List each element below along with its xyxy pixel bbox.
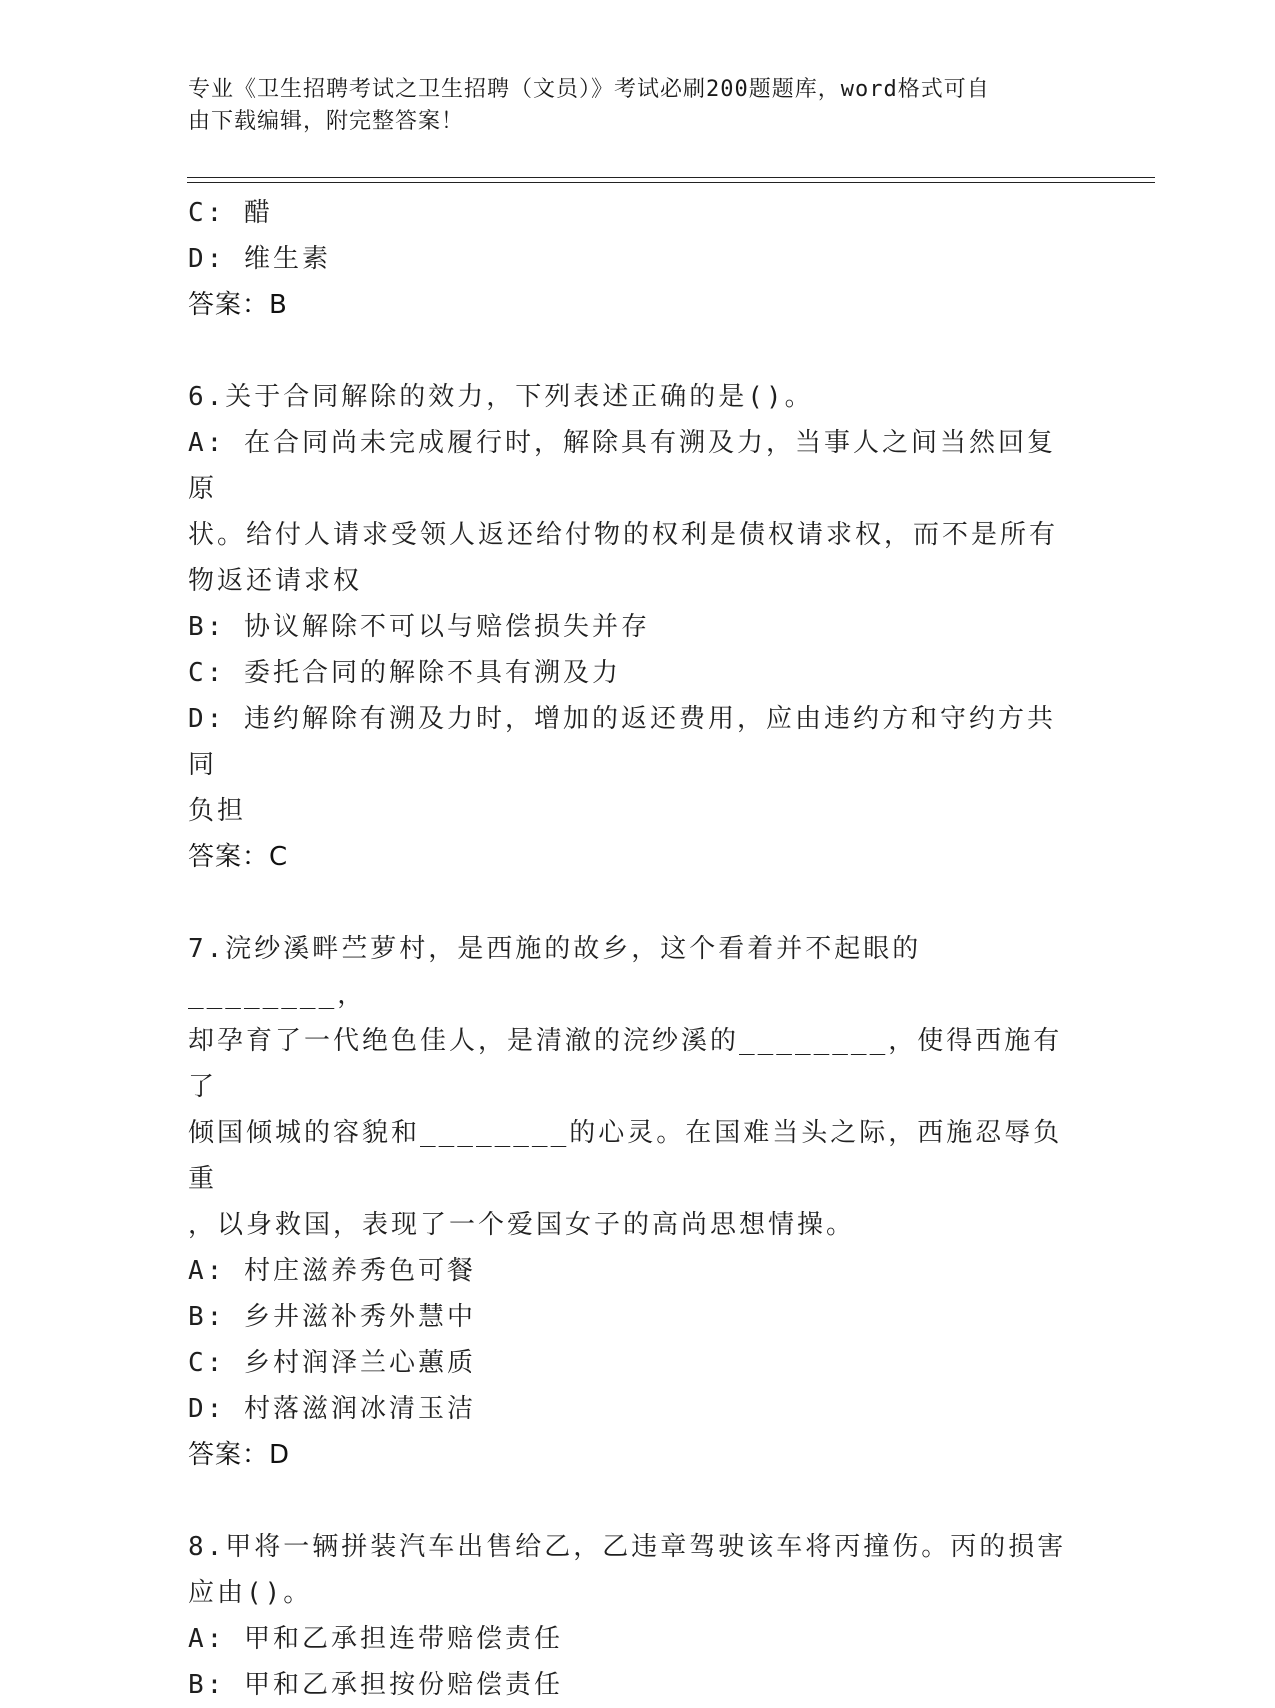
answer-line: 答案：D (188, 1440, 291, 1470)
document-body (188, 190, 1078, 1708)
spacer (188, 328, 1078, 374)
option-d: D: 维生素 (188, 244, 331, 274)
option-b: B: 协议解除不可以与赔偿损失并存 (188, 612, 650, 642)
question-7 (188, 926, 1078, 1478)
option-d-line-2: 负担 (188, 796, 247, 826)
question-stem-line-1: 7.浣纱溪畔苎萝村，是西施的故乡，这个看着并不起眼的________， (188, 934, 922, 1010)
spacer (188, 1478, 1078, 1524)
option-a-line-2: 状。给付人请求受领人返还给付物的权利是债权请求权，而不是所有 (188, 520, 1059, 550)
page-header (188, 74, 1068, 138)
question-stem-line-4: ，以身救国，表现了一个爱国女子的高尚思想情操。 (188, 1210, 856, 1240)
header-line-2: 由下载编辑，附完整答案！ (188, 109, 465, 134)
question-stem: 6.关于合同解除的效力，下列表述正确的是()。 (188, 382, 814, 412)
option-d: D: 村落滋润冰清玉洁 (188, 1394, 476, 1424)
option-c: C: 醋 (188, 198, 273, 228)
header-rule-top (187, 177, 1155, 178)
option-c: C: 乡村润泽兰心蕙质 (188, 1348, 476, 1378)
question-8 (188, 1524, 1078, 1708)
question-stem-line-3: 倾国倾城的容貌和________的心灵。在国难当头之际，西施忍辱负重 (188, 1118, 1063, 1194)
option-b: B: 甲和乙承担按份赔偿责任 (188, 1670, 563, 1700)
option-a-line-1: A: 在合同尚未完成履行时，解除具有溯及力，当事人之间当然回复原 (188, 428, 1056, 504)
answer-line: 答案：B (188, 290, 288, 320)
option-a-line-3: 物返还请求权 (188, 566, 363, 596)
header-line-1: 专业《卫生招聘考试之卫生招聘（文员）》考试必刷200题题库，word格式可自 (188, 77, 990, 102)
option-c: C: 委托合同的解除不具有溯及力 (188, 658, 621, 688)
option-a: A: 村庄滋养秀色可餐 (188, 1256, 476, 1286)
option-a: A: 甲和乙承担连带赔偿责任 (188, 1624, 563, 1654)
question-stem-line-2: 应由()。 (188, 1578, 313, 1608)
header-rule-bottom (187, 182, 1155, 183)
question-stem-line-1: 8.甲将一辆拼装汽车出售给乙，乙违章驾驶该车将丙撞伤。丙的损害 (188, 1532, 1067, 1562)
answer-line: 答案：C (188, 842, 289, 872)
question-6 (188, 374, 1078, 880)
option-d-line-1: D: 违约解除有溯及力时，增加的返还费用，应由违约方和守约方共同 (188, 704, 1056, 780)
question-stem-line-2: 却孕育了一代绝色佳人，是清澈的浣纱溪的________，使得西施有了 (188, 1026, 1063, 1102)
spacer (188, 880, 1078, 926)
question-5-tail (188, 190, 1078, 328)
option-b: B: 乡井滋补秀外慧中 (188, 1302, 476, 1332)
